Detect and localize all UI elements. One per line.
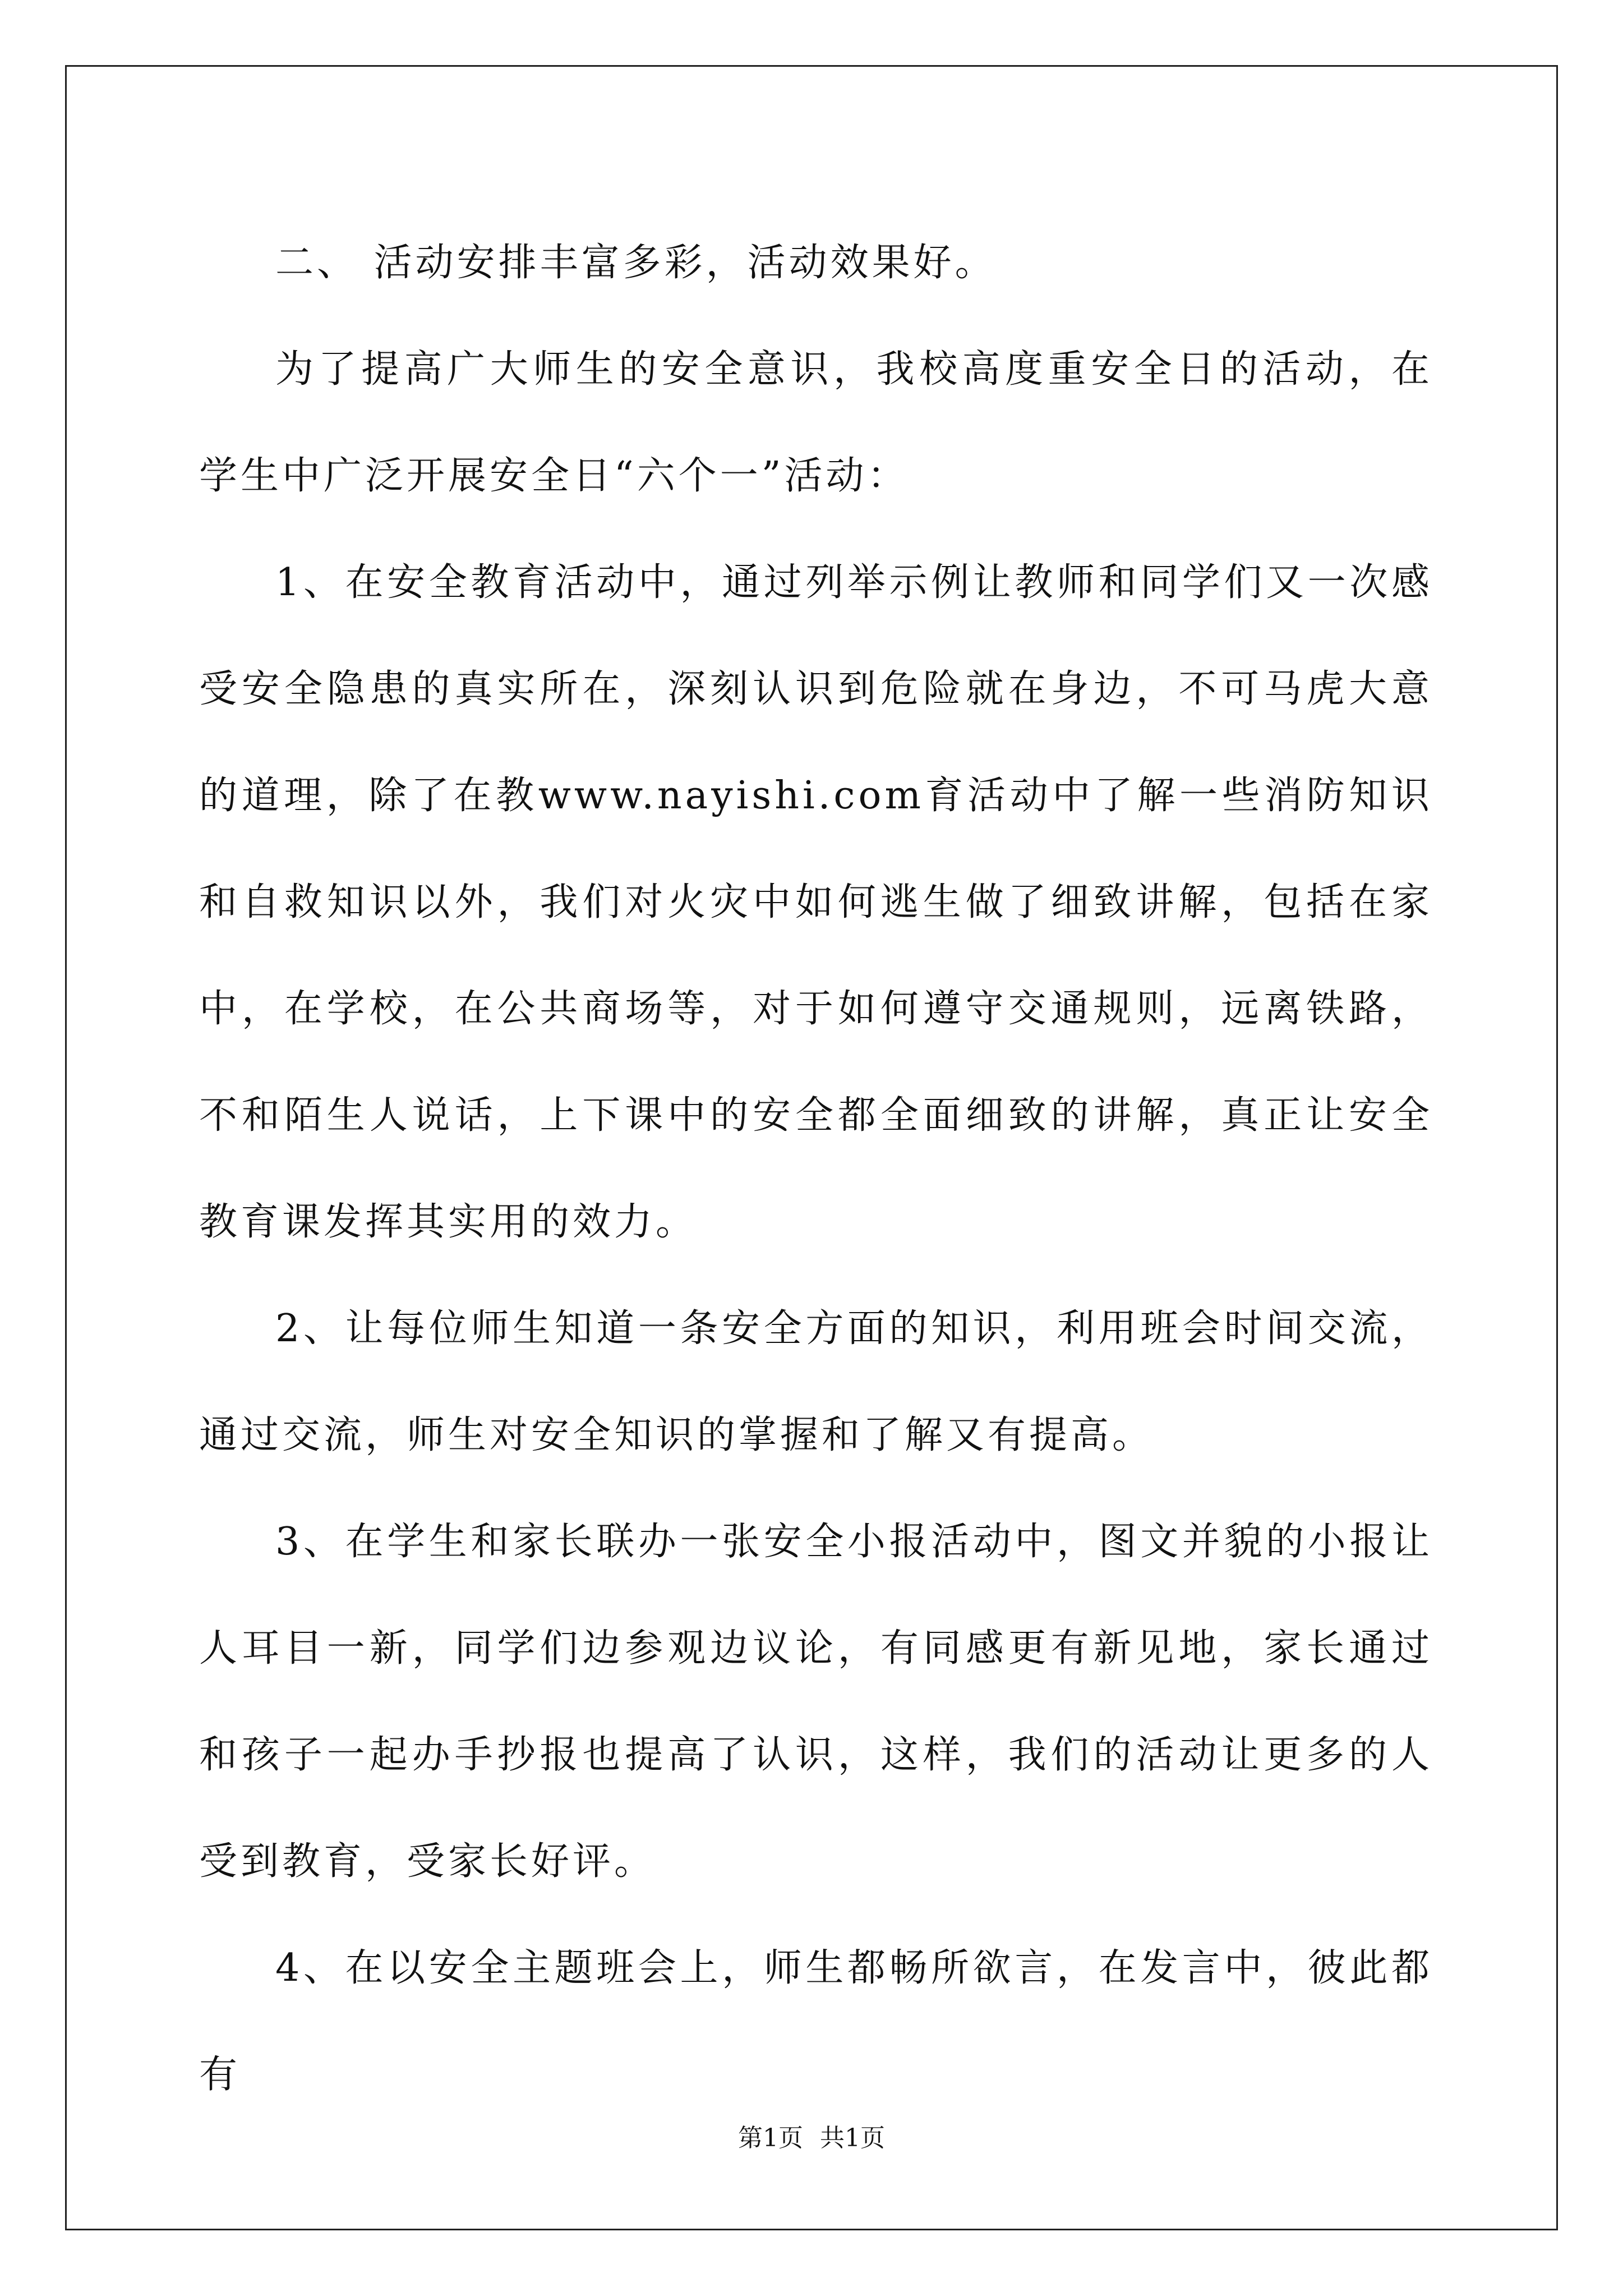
- paragraph-intro: 为了提高广大师生的安全意识，我校高度重安全日的活动，在学生中广泛开展安全日“六个一”活动：: [199, 347, 1433, 498]
- paragraph-item-4: 4、在以安全主题班会上，师生都畅所欲言，在发言中，彼此都有: [199, 1946, 1433, 2097]
- section-heading: 二、 活动安排丰富多彩，活动效果好。: [275, 241, 997, 285]
- paragraph-item-2: 2、让每位师生知道一条安全方面的知识，利用班会时间交流，通过交流，师生对安全知识的掌握和了解又有提高。: [199, 1306, 1433, 1457]
- document-body: [199, 210, 1433, 2128]
- page-footer: [0, 2118, 1623, 2154]
- paragraph-item-3: 3、在学生和家长联办一张安全小报活动中，图文并貌的小报让人耳目一新，同学们边参观边议论，有同感更有新见地，家长通过和孩子一起办手抄报也提高了认识，这样，我们的活动让更多的人受到教育，受家长好评。: [199, 1520, 1433, 1884]
- page-total: 共1页: [820, 2124, 885, 2152]
- page-number: 第1页: [738, 2124, 803, 2152]
- paragraph-item-1: 1、在安全教育活动中，通过列举示例让教师和同学们又一次感受安全隐患的真实所在，深刻认识到危险就在身边，不可马虎大意的道理，除了在教www.nayishi.com育活动中了解一些消防知识和自救知识以外，我们对火灾中如何逃生做了细致讲解，包括在家中，在学校，在公共商场等，对于如何遵守交通规则，远离铁路，不和陌生人说话，上下课中的安全都全面细致的讲解，真正让安全教育课发挥其实用的效力。: [199, 560, 1433, 1244]
